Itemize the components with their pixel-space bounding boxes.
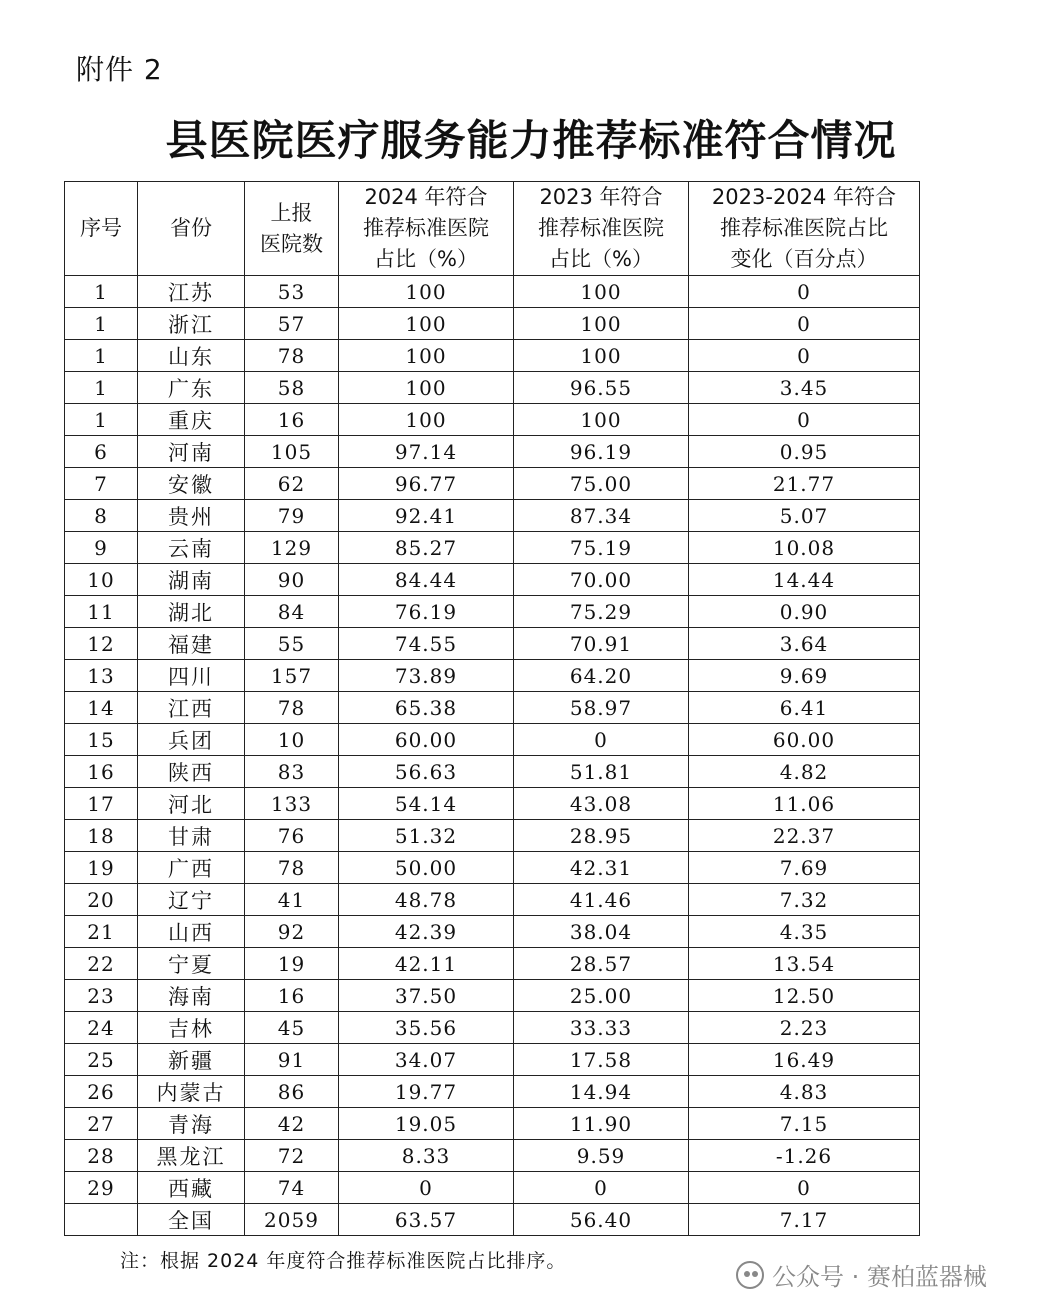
- header-row: [65, 182, 920, 276]
- cell-2024-ratio: 100: [339, 372, 514, 404]
- cell-2024-ratio: 35.56: [339, 1012, 514, 1044]
- cell-reported-count: 133: [245, 788, 339, 820]
- cell-2024-ratio: 34.07: [339, 1044, 514, 1076]
- header-reported-count: 上报 医院数: [245, 182, 339, 276]
- cell-index: 11: [65, 596, 138, 628]
- table-row: [65, 916, 920, 948]
- cell-reported-count: 83: [245, 756, 339, 788]
- cell-2024-ratio: 60.00: [339, 724, 514, 756]
- cell-2024-ratio: 63.57: [339, 1204, 514, 1236]
- cell-change: -1.26: [689, 1140, 920, 1172]
- table-row: [65, 948, 920, 980]
- cell-reported-count: 91: [245, 1044, 339, 1076]
- cell-2023-ratio: 28.95: [514, 820, 689, 852]
- cell-2023-ratio: 14.94: [514, 1076, 689, 1108]
- table-row: [65, 564, 920, 596]
- cell-reported-count: 42: [245, 1108, 339, 1140]
- cell-2023-ratio: 0: [514, 1172, 689, 1204]
- cell-2023-ratio: 0: [514, 724, 689, 756]
- cell-2024-ratio: 92.41: [339, 500, 514, 532]
- page-title: 县医院医疗服务能力推荐标准符合情况: [165, 116, 897, 165]
- table-row: [65, 340, 920, 372]
- cell-index: 15: [65, 724, 138, 756]
- cell-province: 广西: [138, 852, 245, 884]
- table-row: [65, 1012, 920, 1044]
- data-table: [64, 181, 920, 1236]
- cell-change: 0: [689, 404, 920, 436]
- cell-reported-count: 78: [245, 852, 339, 884]
- cell-2024-ratio: 42.11: [339, 948, 514, 980]
- cell-change: 14.44: [689, 564, 920, 596]
- cell-change: 3.64: [689, 628, 920, 660]
- table-row: [65, 788, 920, 820]
- cell-province: 重庆: [138, 404, 245, 436]
- cell-change: 0.95: [689, 436, 920, 468]
- cell-change: 6.41: [689, 692, 920, 724]
- cell-change: 7.17: [689, 1204, 920, 1236]
- cell-province: 湖南: [138, 564, 245, 596]
- cell-index: 1: [65, 276, 138, 308]
- cell-change: 4.83: [689, 1076, 920, 1108]
- cell-2024-ratio: 19.05: [339, 1108, 514, 1140]
- cell-2024-ratio: 0: [339, 1172, 514, 1204]
- cell-2023-ratio: 33.33: [514, 1012, 689, 1044]
- cell-2023-ratio: 100: [514, 276, 689, 308]
- cell-province: 河南: [138, 436, 245, 468]
- cell-province: 山东: [138, 340, 245, 372]
- cell-change: 16.49: [689, 1044, 920, 1076]
- cell-2024-ratio: 51.32: [339, 820, 514, 852]
- cell-change: 0: [689, 276, 920, 308]
- table-row: [65, 500, 920, 532]
- table-row: [65, 692, 920, 724]
- cell-reported-count: 57: [245, 308, 339, 340]
- header-index: 序号: [65, 182, 138, 276]
- cell-province: 四川: [138, 660, 245, 692]
- cell-province: 全国: [138, 1204, 245, 1236]
- cell-change: 5.07: [689, 500, 920, 532]
- header-2024-ratio: 2024 年符合 推荐标准医院 占比（%）: [339, 182, 514, 276]
- cell-2023-ratio: 100: [514, 404, 689, 436]
- cell-2024-ratio: 84.44: [339, 564, 514, 596]
- cell-reported-count: 16: [245, 980, 339, 1012]
- cell-reported-count: 62: [245, 468, 339, 500]
- table-row: [65, 852, 920, 884]
- cell-change: 7.69: [689, 852, 920, 884]
- cell-2023-ratio: 25.00: [514, 980, 689, 1012]
- cell-2023-ratio: 11.90: [514, 1108, 689, 1140]
- cell-2023-ratio: 56.40: [514, 1204, 689, 1236]
- table-row: [65, 980, 920, 1012]
- cell-2023-ratio: 100: [514, 308, 689, 340]
- cell-province: 云南: [138, 532, 245, 564]
- wechat-icon: [736, 1261, 764, 1289]
- cell-2023-ratio: 96.19: [514, 436, 689, 468]
- cell-2024-ratio: 19.77: [339, 1076, 514, 1108]
- cell-change: 13.54: [689, 948, 920, 980]
- table-row: [65, 628, 920, 660]
- cell-reported-count: 55: [245, 628, 339, 660]
- cell-2023-ratio: 70.91: [514, 628, 689, 660]
- table-row: [65, 596, 920, 628]
- header-2023-ratio: 2023 年符合 推荐标准医院 占比（%）: [514, 182, 689, 276]
- cell-2023-ratio: 87.34: [514, 500, 689, 532]
- cell-index: 26: [65, 1076, 138, 1108]
- cell-change: 60.00: [689, 724, 920, 756]
- table-row: [65, 1108, 920, 1140]
- cell-index: 21: [65, 916, 138, 948]
- table-row: [65, 884, 920, 916]
- table-row: [65, 756, 920, 788]
- cell-index: 23: [65, 980, 138, 1012]
- cell-reported-count: 19: [245, 948, 339, 980]
- cell-2024-ratio: 76.19: [339, 596, 514, 628]
- cell-2024-ratio: 54.14: [339, 788, 514, 820]
- attachment-label: 附件 2: [76, 53, 163, 86]
- cell-2023-ratio: 43.08: [514, 788, 689, 820]
- cell-2023-ratio: 96.55: [514, 372, 689, 404]
- cell-2023-ratio: 17.58: [514, 1044, 689, 1076]
- cell-2024-ratio: 100: [339, 340, 514, 372]
- footnote: 注：根据 2024 年度符合推荐标准医院占比排序。: [120, 1250, 567, 1272]
- table-row: [65, 1044, 920, 1076]
- cell-reported-count: 10: [245, 724, 339, 756]
- table-row: [65, 660, 920, 692]
- cell-2023-ratio: 64.20: [514, 660, 689, 692]
- table-row: [65, 532, 920, 564]
- cell-province: 吉林: [138, 1012, 245, 1044]
- cell-reported-count: 78: [245, 340, 339, 372]
- table-row: [65, 308, 920, 340]
- cell-index: 24: [65, 1012, 138, 1044]
- cell-reported-count: 53: [245, 276, 339, 308]
- cell-change: 4.35: [689, 916, 920, 948]
- cell-index: 1: [65, 372, 138, 404]
- cell-change: 4.82: [689, 756, 920, 788]
- cell-2023-ratio: 42.31: [514, 852, 689, 884]
- cell-change: 21.77: [689, 468, 920, 500]
- cell-index: 1: [65, 308, 138, 340]
- cell-reported-count: 105: [245, 436, 339, 468]
- cell-index: 25: [65, 1044, 138, 1076]
- cell-2024-ratio: 8.33: [339, 1140, 514, 1172]
- cell-2023-ratio: 51.81: [514, 756, 689, 788]
- table-row: [65, 276, 920, 308]
- cell-index: 17: [65, 788, 138, 820]
- cell-2023-ratio: 70.00: [514, 564, 689, 596]
- cell-2023-ratio: 9.59: [514, 1140, 689, 1172]
- cell-index: 27: [65, 1108, 138, 1140]
- cell-2023-ratio: 28.57: [514, 948, 689, 980]
- cell-2024-ratio: 85.27: [339, 532, 514, 564]
- cell-index: 10: [65, 564, 138, 596]
- cell-change: 9.69: [689, 660, 920, 692]
- cell-reported-count: 76: [245, 820, 339, 852]
- cell-province: 福建: [138, 628, 245, 660]
- cell-province: 新疆: [138, 1044, 245, 1076]
- cell-change: 3.45: [689, 372, 920, 404]
- cell-2023-ratio: 75.00: [514, 468, 689, 500]
- cell-reported-count: 79: [245, 500, 339, 532]
- cell-reported-count: 90: [245, 564, 339, 596]
- watermark: [736, 1257, 987, 1292]
- cell-province: 兵团: [138, 724, 245, 756]
- header-change: 2023-2024 年符合 推荐标准医院占比 变化（百分点）: [689, 182, 920, 276]
- cell-reported-count: 45: [245, 1012, 339, 1044]
- cell-reported-count: 78: [245, 692, 339, 724]
- cell-change: 12.50: [689, 980, 920, 1012]
- cell-province: 内蒙古: [138, 1076, 245, 1108]
- cell-2024-ratio: 100: [339, 308, 514, 340]
- cell-index: 28: [65, 1140, 138, 1172]
- table-row: [65, 1172, 920, 1204]
- cell-province: 贵州: [138, 500, 245, 532]
- cell-2024-ratio: 73.89: [339, 660, 514, 692]
- cell-change: 0: [689, 1172, 920, 1204]
- cell-change: 10.08: [689, 532, 920, 564]
- cell-2023-ratio: 41.46: [514, 884, 689, 916]
- table-row: [65, 1204, 920, 1236]
- cell-province: 江苏: [138, 276, 245, 308]
- cell-2023-ratio: 38.04: [514, 916, 689, 948]
- cell-province: 山西: [138, 916, 245, 948]
- cell-index: 12: [65, 628, 138, 660]
- cell-change: 7.15: [689, 1108, 920, 1140]
- cell-index: 19: [65, 852, 138, 884]
- cell-reported-count: 2059: [245, 1204, 339, 1236]
- cell-province: 陕西: [138, 756, 245, 788]
- cell-reported-count: 16: [245, 404, 339, 436]
- cell-reported-count: 41: [245, 884, 339, 916]
- cell-2024-ratio: 56.63: [339, 756, 514, 788]
- cell-index: [65, 1204, 138, 1236]
- cell-2023-ratio: 75.29: [514, 596, 689, 628]
- table-row: [65, 436, 920, 468]
- header-province: 省份: [138, 182, 245, 276]
- cell-2024-ratio: 100: [339, 276, 514, 308]
- cell-province: 甘肃: [138, 820, 245, 852]
- cell-province: 黑龙江: [138, 1140, 245, 1172]
- cell-2024-ratio: 96.77: [339, 468, 514, 500]
- watermark-text: 公众号 · 赛柏蓝器械: [772, 1263, 987, 1291]
- cell-index: 29: [65, 1172, 138, 1204]
- cell-index: 9: [65, 532, 138, 564]
- table-row: [65, 820, 920, 852]
- cell-reported-count: 84: [245, 596, 339, 628]
- cell-province: 青海: [138, 1108, 245, 1140]
- cell-index: 14: [65, 692, 138, 724]
- cell-index: 13: [65, 660, 138, 692]
- cell-reported-count: 129: [245, 532, 339, 564]
- cell-index: 22: [65, 948, 138, 980]
- cell-index: 6: [65, 436, 138, 468]
- cell-province: 江西: [138, 692, 245, 724]
- cell-index: 16: [65, 756, 138, 788]
- cell-index: 1: [65, 340, 138, 372]
- cell-index: 18: [65, 820, 138, 852]
- cell-province: 海南: [138, 980, 245, 1012]
- cell-2023-ratio: 75.19: [514, 532, 689, 564]
- cell-2023-ratio: 58.97: [514, 692, 689, 724]
- cell-reported-count: 157: [245, 660, 339, 692]
- cell-change: 0.90: [689, 596, 920, 628]
- table-row: [65, 372, 920, 404]
- cell-reported-count: 72: [245, 1140, 339, 1172]
- cell-reported-count: 74: [245, 1172, 339, 1204]
- table-row: [65, 1140, 920, 1172]
- cell-index: 1: [65, 404, 138, 436]
- cell-2024-ratio: 48.78: [339, 884, 514, 916]
- cell-change: 7.32: [689, 884, 920, 916]
- cell-2024-ratio: 74.55: [339, 628, 514, 660]
- cell-change: 22.37: [689, 820, 920, 852]
- cell-index: 7: [65, 468, 138, 500]
- cell-reported-count: 86: [245, 1076, 339, 1108]
- cell-province: 西藏: [138, 1172, 245, 1204]
- cell-province: 湖北: [138, 596, 245, 628]
- cell-change: 11.06: [689, 788, 920, 820]
- cell-index: 20: [65, 884, 138, 916]
- cell-province: 宁夏: [138, 948, 245, 980]
- cell-2023-ratio: 100: [514, 340, 689, 372]
- cell-province: 辽宁: [138, 884, 245, 916]
- cell-2024-ratio: 65.38: [339, 692, 514, 724]
- table-row: [65, 404, 920, 436]
- cell-2024-ratio: 37.50: [339, 980, 514, 1012]
- cell-2024-ratio: 50.00: [339, 852, 514, 884]
- cell-reported-count: 92: [245, 916, 339, 948]
- table-row: [65, 468, 920, 500]
- table-row: [65, 724, 920, 756]
- table-row: [65, 1076, 920, 1108]
- cell-province: 浙江: [138, 308, 245, 340]
- cell-2024-ratio: 42.39: [339, 916, 514, 948]
- cell-reported-count: 58: [245, 372, 339, 404]
- cell-change: 2.23: [689, 1012, 920, 1044]
- cell-change: 0: [689, 340, 920, 372]
- cell-index: 8: [65, 500, 138, 532]
- cell-province: 安徽: [138, 468, 245, 500]
- cell-province: 广东: [138, 372, 245, 404]
- cell-change: 0: [689, 308, 920, 340]
- cell-2024-ratio: 97.14: [339, 436, 514, 468]
- cell-province: 河北: [138, 788, 245, 820]
- cell-2024-ratio: 100: [339, 404, 514, 436]
